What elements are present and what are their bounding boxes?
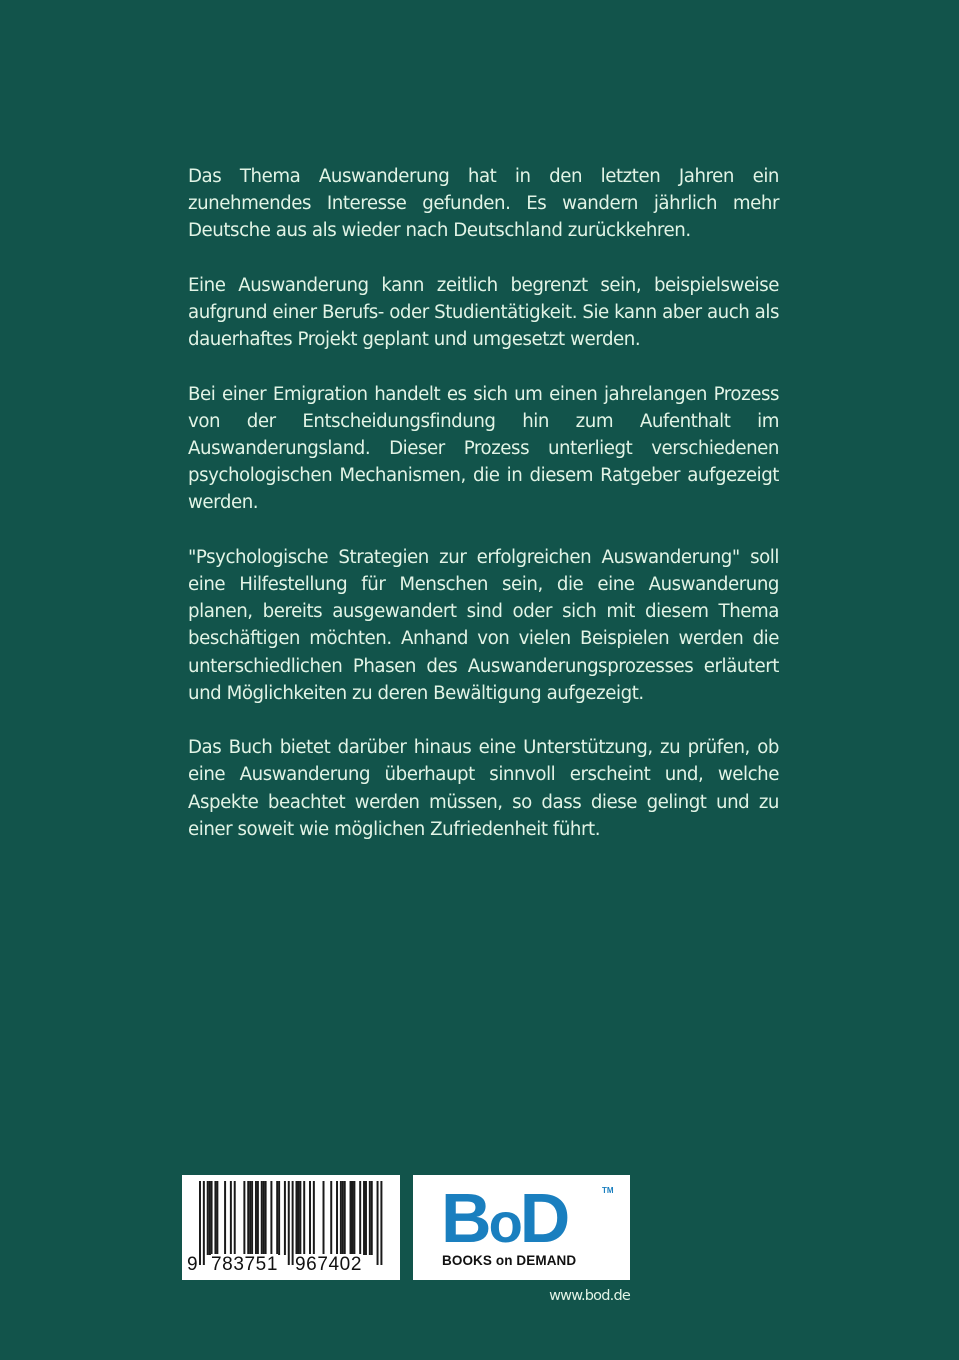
barcode-bar [369,1181,371,1255]
barcode-bar [243,1181,245,1255]
isbn-right-group: 967402 [295,1254,363,1275]
barcode-bar [363,1181,365,1255]
barcode-bar [288,1181,290,1265]
publisher-logo [413,1175,630,1280]
barcode-bar [340,1181,342,1255]
isbn-barcode [182,1175,400,1280]
barcode-bar [209,1181,211,1255]
paragraph: Eine Auswanderung kann zeitlich begrenzt sein, beispielsweise aufgrund einer Berufs- oder Studientätigkeit. Sie kann aber auch als dauerhaftes Projekt geplant und umgesetzt werden. [188,274,780,351]
paragraph: Bei einer Emigration handelt es sich um einen jahrelangen Prozess von der Entscheidungsfindung hin zum Aufenthalt im Auswanderungsland. Dieser Prozess unterliegt verschiedenen psychologischen Mechanismen, die in diesem Ratgeber aufgezeigt werden. [188,383,779,514]
paragraph: Das Thema Auswanderung hat in den letzten Jahren ein zunehmendes Interesse gefunden. Es wandern jährlich mehr Deutsche aus als wieder nach Deutschland zurückkehren. [188,166,779,242]
barcode-bar [296,1181,298,1255]
barcode-bar [344,1181,346,1255]
barcode-bar [224,1181,226,1255]
barcode-bar [257,1181,259,1255]
blurb-text [188,163,779,870]
paragraph: Das Buch bietet darüber hinaus eine Unterstützung, zu prüfen, ob eine Auswanderung überhaupt sinnvoll erscheint und, welche Aspekte beachtet werden müssen, so dass diese gelingt und zu einer soweit wie möglichen Zufriedenheit führt. [188,737,779,840]
barcode-bar [351,1181,353,1255]
barcode-bar [336,1181,338,1255]
barcode-bar [365,1181,367,1255]
barcode-bar [211,1181,213,1255]
barcode-bar [249,1181,251,1255]
publisher-url[interactable]: www.bod.de [549,1288,630,1304]
barcode-bar [380,1181,382,1265]
barcode-bar [234,1181,236,1255]
barcode-bar [230,1181,232,1255]
barcode-bar [261,1181,263,1255]
barcode-bar [278,1181,280,1255]
barcode-bar [284,1181,286,1255]
barcode-bar [323,1181,325,1255]
barcode-bar [330,1181,332,1255]
barcode-bar [309,1181,311,1255]
paragraph: "Psychologische Strategien zur erfolgreichen Auswanderung" soll eine Hilfestellung für Menschen sein, die eine Auswanderung planen, bereits ausgewandert sind oder sich mit diesem Thema beschäftigen möchten. Anhand von vielen Beispielen werden die unterschiedlichen Phasen des Auswanderungsprozesses erläutert und Möglichkeiten zu deren Bewältigung aufgezeigt. [188,546,779,704]
barcode-bar [199,1181,201,1265]
trademark-mark: TM [602,1186,614,1195]
barcode-bar [303,1181,305,1255]
barcode-bar [247,1181,249,1255]
barcode-bar [255,1181,257,1255]
barcode-bar [216,1181,218,1255]
publisher-tagline: BOOKS on DEMAND [442,1253,577,1268]
barcode-bar [313,1181,315,1255]
isbn-first-digit: 9 [187,1254,198,1275]
isbn-left-group: 783751 [211,1254,279,1275]
barcode-bar [371,1181,373,1255]
barcode-bar [263,1181,265,1255]
barcode-bar [359,1181,361,1255]
barcode-bar [251,1181,253,1255]
barcode-bar [214,1181,216,1255]
barcode-bar [350,1181,352,1255]
barcode-bar [265,1181,267,1255]
isbn-digits [182,1254,400,1276]
barcode-bar [276,1181,278,1255]
barcode-bar [292,1181,294,1265]
barcode-bar [270,1181,272,1255]
barcode-bar [207,1181,209,1255]
barcode-bar [299,1181,301,1255]
barcode-bar [342,1181,344,1255]
barcode-bar [203,1181,205,1265]
bod-logo-text: BoD [441,1179,568,1257]
barcode-bar [353,1181,355,1255]
barcode-bar [377,1181,379,1265]
barcode-bar [297,1181,299,1255]
